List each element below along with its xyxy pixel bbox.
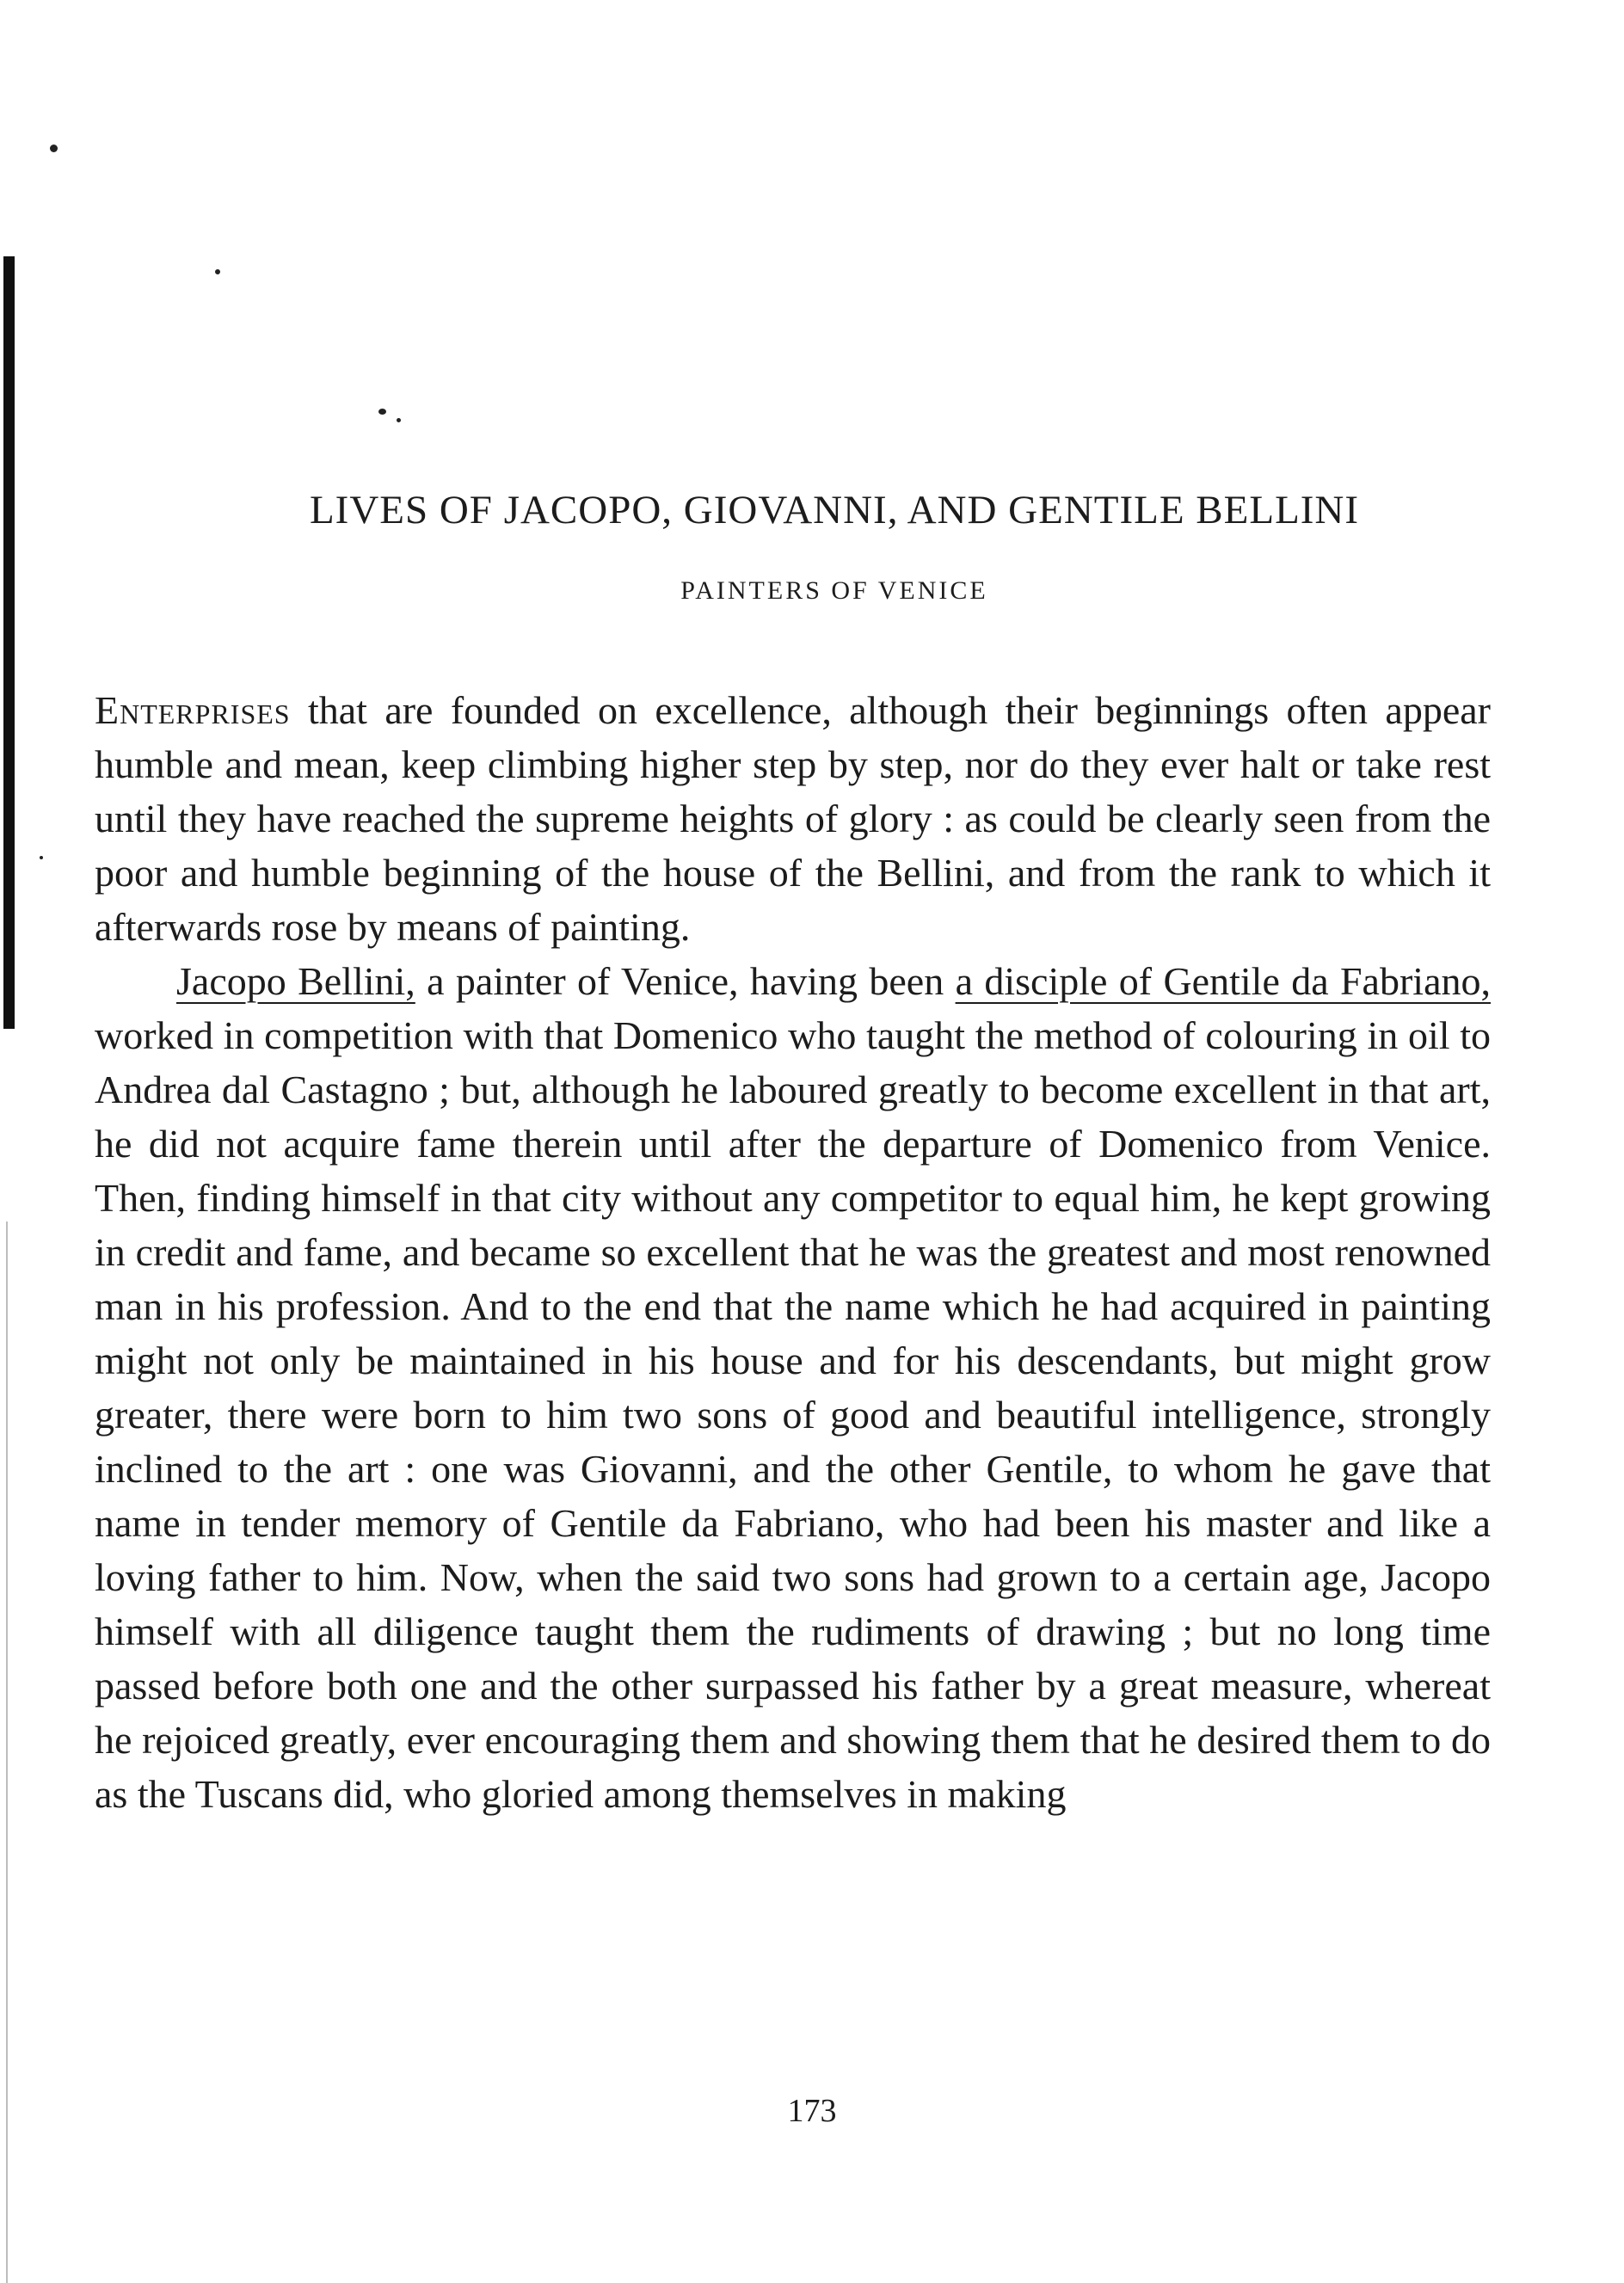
paragraph-1 — [95, 683, 1491, 954]
paragraph-2 — [95, 954, 1491, 1821]
scan-speck — [378, 409, 386, 415]
paragraph-2-text-a: a painter of Venice, having been — [415, 959, 956, 1003]
paragraph-1-text: that are founded on excellence, although their beginnings often appear humble and mean, keep climbing higher step by step, nor do they ever halt or take rest until they have reached the supreme heights of glory : as could be clearly seen from the poor and humble beginning of the house of the Bellini, and from the rank to which it afterwards rose by means of painting. — [95, 688, 1491, 949]
page-number: 173 — [787, 2093, 837, 2129]
scan-edge-shadow — [3, 256, 15, 1029]
underlined-name: Jacopo Bellini, — [176, 959, 415, 1003]
body-text — [95, 683, 1491, 1821]
opening-word: Enterprises — [95, 688, 291, 732]
scan-speck — [40, 856, 43, 859]
scan-speck — [50, 145, 58, 152]
paragraph-2-text-b: worked in competition with that Domenico who taught the method of colouring in oil to Andrea dal Castagno ; but, although he laboured greatly to become excellent in that art, he did not acquire fame therein until after the departure of Domenico from Venice. Then, finding himself in that city without any competitor to equal him, he kept growing in credit and fame, and became so excellent that he was the greatest and most renowned man in his profession. And to the end that the name which he had acquired in painting might not only be maintained in his house and for his descendants, but might grow greater, there were born to him two sons of good and beautiful intelligence, strongly inclined to the art : one was Giovanni, and the other Gentile, to whom he gave that name in tender memory of Gentile da Fabriano, who had been his master and like a loving father to him. Now, when the said two sons had grown to a certain age, Jacopo himself with all diligence taught them the rudiments of drawing ; but no long time passed before both one and the other surpassed his father by a great measure, whereat he rejoiced greatly, ever encouraging them and showing them that he desired them to do as the Tuscans did, who gloried among themselves in making — [95, 1013, 1491, 1816]
chapter-title: LIVES OF JACOPO, GIOVANNI, AND GENTILE BELLINI — [309, 488, 1360, 532]
chapter-subtitle: PAINTERS OF VENICE — [680, 576, 988, 605]
underlined-disciple-phrase: a disciple of Gentile da Fabriano, — [955, 959, 1491, 1003]
scan-speck — [397, 418, 401, 422]
scan-speck — [215, 269, 220, 274]
